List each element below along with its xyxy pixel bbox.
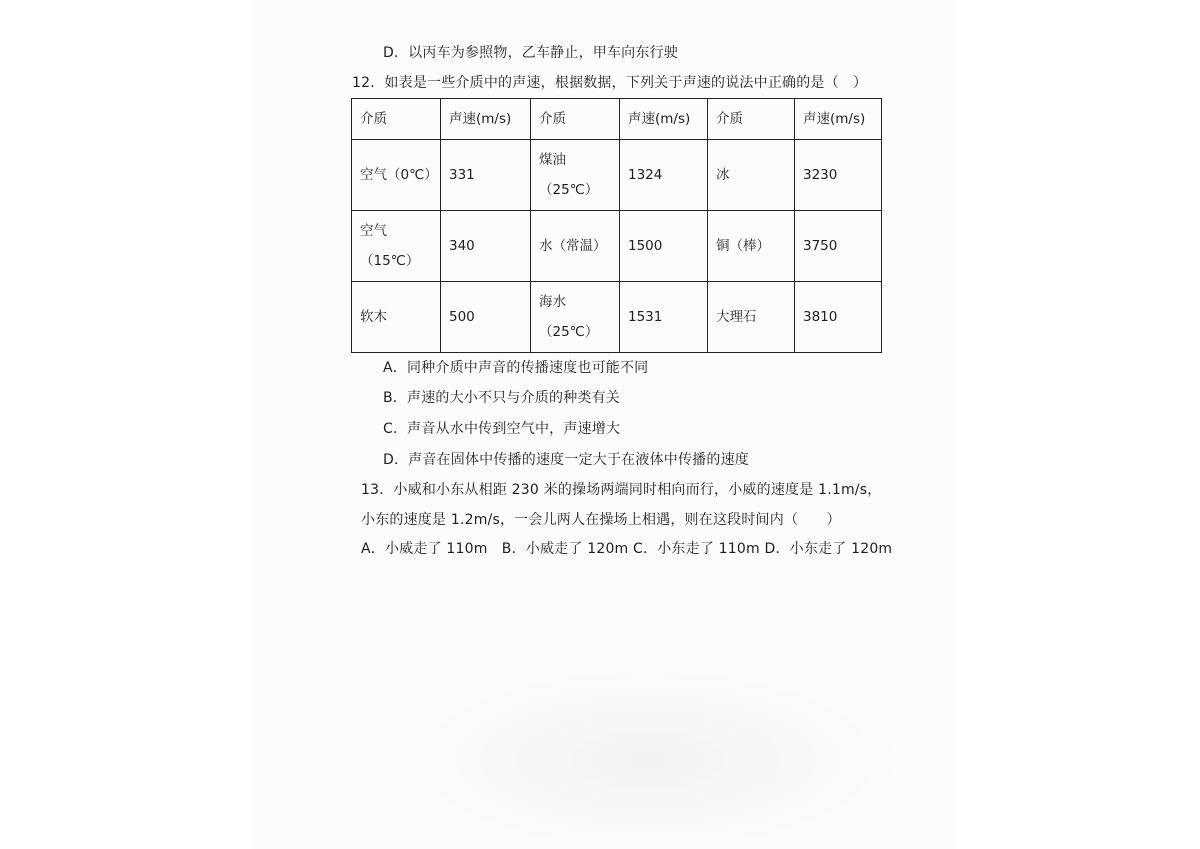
- table-cell: [620, 211, 708, 282]
- table-cell: [352, 140, 441, 211]
- table-row: [352, 282, 882, 353]
- cell-text: 1324: [628, 167, 663, 183]
- table-cell: [531, 211, 620, 282]
- sound-speed-table: [351, 98, 882, 353]
- table-cell: [352, 211, 441, 282]
- table-cell: [441, 282, 531, 353]
- table-cell: [795, 140, 882, 211]
- scan-smudge: [440, 640, 960, 840]
- table-cell: [531, 140, 620, 211]
- cell-text: 1500: [628, 238, 663, 254]
- cell-text: 煤油: [539, 152, 566, 168]
- table-cell: [620, 140, 708, 211]
- cell-text: 空气（0℃）: [360, 167, 438, 183]
- question-13-options: A．小威走了 110m B．小威走了 120m C．小东走了 110m D．小东走了 120m: [361, 541, 893, 557]
- cell-text: 冰: [716, 167, 730, 183]
- option-c-12: C．声音从水中传到空气中，声速增大: [383, 421, 621, 437]
- cell-text: 水（常温）: [539, 238, 607, 254]
- cell-text: 软木: [360, 309, 387, 325]
- header-cell: 声速(m/s): [441, 99, 531, 140]
- option-d-previous: D．以丙车为参照物，乙车静止，甲车向东行驶: [383, 45, 678, 61]
- header-cell: 介质: [531, 99, 620, 140]
- table-cell: [795, 282, 882, 353]
- cell-text: 500: [449, 309, 475, 325]
- table-row: [352, 211, 882, 282]
- table-cell: [708, 140, 795, 211]
- question-13-line-1: 13．小威和小东从相距 230 米的操场两端同时相向而行，小威的速度是 1.1m/s，: [361, 482, 882, 498]
- cell-text: 空气: [360, 223, 387, 239]
- table-cell: [708, 211, 795, 282]
- header-cell: 介质: [352, 99, 441, 140]
- cell-text: （25℃）: [539, 182, 599, 198]
- cell-text: 3810: [803, 309, 838, 325]
- cell-text: （15℃）: [360, 253, 420, 269]
- cell-text: 3230: [803, 167, 838, 183]
- header-cell: 介质: [708, 99, 795, 140]
- table-cell: [531, 282, 620, 353]
- table-header-row: [352, 99, 882, 140]
- cell-text: 1531: [628, 309, 663, 325]
- option-b-12: B．声速的大小不只与介质的种类有关: [383, 390, 621, 406]
- cell-text: 大理石: [716, 309, 757, 325]
- question-12: 12．如表是一些介质中的声速，根据数据，下列关于声速的说法中正确的是（ ）: [352, 75, 868, 91]
- cell-text: 331: [449, 167, 475, 183]
- option-d-12: D．声音在固体中传播的速度一定大于在液体中传播的速度: [383, 452, 749, 468]
- cell-text: （25℃）: [539, 324, 599, 340]
- option-a-12: A．同种介质中声音的传播速度也可能不同: [383, 360, 649, 376]
- table-cell: [620, 282, 708, 353]
- question-13-line-2: 小东的速度是 1.2m/s，一会儿两人在操场上相遇，则在这段时间内（ ）: [361, 512, 841, 528]
- header-cell: 声速(m/s): [795, 99, 882, 140]
- header-cell: 声速(m/s): [620, 99, 708, 140]
- table-cell: [352, 282, 441, 353]
- table-cell: [708, 282, 795, 353]
- table-cell: [441, 140, 531, 211]
- cell-text: 海水: [539, 294, 566, 310]
- cell-text: 340: [449, 238, 475, 254]
- cell-text: 3750: [803, 238, 838, 254]
- table-cell: [795, 211, 882, 282]
- table-row: [352, 140, 882, 211]
- table-cell: [441, 211, 531, 282]
- cell-text: 铜（棒）: [716, 238, 770, 254]
